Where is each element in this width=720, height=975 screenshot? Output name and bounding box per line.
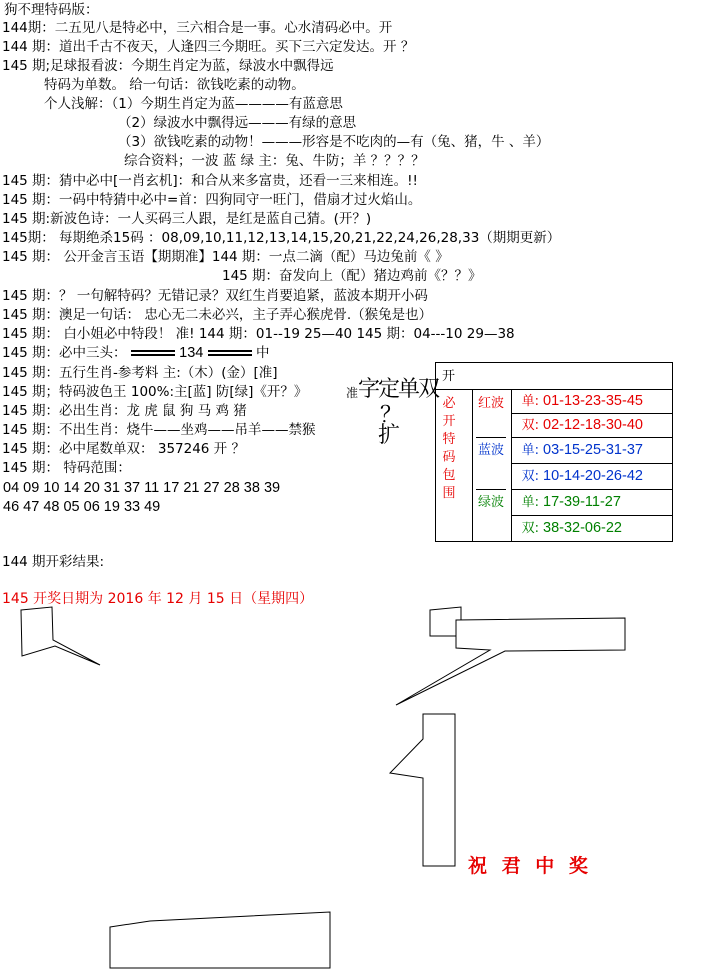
row-numbers: 03-15-25-31-37 bbox=[543, 442, 643, 458]
text-line: 145 期;足球报看波：今期生肖定为蓝，绿波水中飘得远 bbox=[2, 58, 334, 74]
kill-numbers-line: 145期： 每期绝杀15码 ：08,09,10,11,12,13,14,15,20,21,22,24,26,28,33（期期更新） bbox=[2, 230, 561, 246]
text-line: 145 期：一码中特猜中必中=首：四狗同守一旺门，借扇才过火焰山。 bbox=[2, 192, 422, 208]
row-label: 单: bbox=[521, 443, 539, 458]
group-red-name: 红波 bbox=[477, 396, 504, 411]
text-line: 144期：二五见八是特必中，三六相合是一事。心水清码必中。开 bbox=[2, 20, 393, 36]
handwritten-note: 字定单双 bbox=[358, 377, 439, 402]
text-line: 145 期：？ 一句解特码？无错记录？双红生肖要追紧，蓝波本期开小码 bbox=[2, 288, 428, 304]
row-numbers: 10-14-20-26-42 bbox=[543, 468, 643, 484]
handwritten-note-question: ？ bbox=[380, 403, 403, 428]
row-numbers: 17-39-11-27 bbox=[543, 494, 621, 510]
row-label: 双: bbox=[521, 521, 539, 536]
row-label: 单: bbox=[521, 394, 539, 409]
page-header: 狗不理特码版： bbox=[4, 2, 99, 18]
text-line: 145 期：猜中必中[一肖玄机]：和合从来多富贵，还看一三来相连。!! bbox=[2, 173, 418, 189]
text-line: 145 期：必中尾数单双： 357246 开 ？ bbox=[2, 441, 245, 457]
draw-date: 145 开奖日期为 2016 年 12 月 15 日（星期四） bbox=[2, 591, 314, 607]
side-label: 必开特码包围 bbox=[442, 396, 456, 501]
text-line: 145 期：奋发向上（配）猪边鸡前《？？》 bbox=[222, 268, 482, 284]
group-green-name: 绿波 bbox=[476, 489, 506, 541]
row-numbers: 38-32-06-22 bbox=[543, 520, 622, 536]
callout-shape bbox=[110, 912, 330, 968]
handwritten-mark: 准 bbox=[346, 386, 359, 400]
result-label: 144 期开彩结果: bbox=[2, 554, 105, 570]
row-numbers: 01-13-23-35-45 bbox=[543, 393, 643, 409]
row-label: 双: bbox=[521, 469, 539, 484]
three-heads-label: 145 期：必中三头： bbox=[2, 345, 127, 361]
handwritten-note-2: 扩 bbox=[378, 423, 401, 448]
text-line: 145 期:新波色诗：一人买码三人跟，是红是蓝自己猜。(开？) bbox=[2, 211, 372, 227]
text-line: 145 期： 特码范围： bbox=[2, 460, 131, 476]
text-line: 145 期；特码波色王 100%:主[蓝] 防[绿]《开？》 bbox=[2, 384, 308, 400]
text-line: 145 期：澳足一句话： 忠心无二未必兴，主子弄心猴虎骨.（猴兔是也） bbox=[2, 307, 433, 323]
three-heads-value: 134 bbox=[179, 345, 204, 361]
text-line: （3）欲钱吃素的动物！———形容是不吃肉的—有（兔、猪，牛 、羊） bbox=[118, 134, 550, 150]
text-line: 144 期：道出千古不夜天，人逢四三今期旺。买下三六定发达。开 ？ bbox=[2, 39, 415, 55]
text-line: （2）绿波水中飘得远———有绿的意思 bbox=[118, 115, 357, 131]
callout-shape bbox=[390, 714, 455, 866]
text-line: 145 期：不出生肖：烧牛——坐鸡——吊羊——禁猴 bbox=[2, 422, 316, 438]
text-line: 综合资料；一波 蓝 绿 主：兔、牛防；羊 ？？？？ bbox=[124, 153, 425, 169]
congrats-text: 祝 君 中 奖 bbox=[468, 855, 592, 877]
text-line: 145 期：必出生肖：龙 虎 鼠 狗 马 鸡 猪 bbox=[2, 403, 247, 419]
row-numbers: 02-12-18-30-40 bbox=[543, 417, 643, 433]
text-line: 特码为单数。 给一句话：欲钱吃素的动物。 bbox=[44, 77, 305, 93]
callout-shape bbox=[21, 607, 100, 665]
range-row-1: 04 09 10 14 20 31 37 11 17 21 27 28 38 39 bbox=[3, 480, 281, 496]
range-row-2: 46 47 48 05 06 19 33 49 bbox=[3, 499, 161, 515]
group-blue-name: 蓝波 bbox=[476, 437, 506, 489]
row-label: 双: bbox=[521, 418, 539, 433]
text-line: 个人浅解：（1）今期生肖定为蓝————有蓝意思 bbox=[44, 96, 343, 112]
text-line: 145 期：五行生肖-参考料 主:（木）(金）[准] bbox=[2, 365, 278, 381]
row-label: 单: bbox=[521, 495, 539, 510]
text-line: 145 期： 白小姐必中特段！ 准! 144 期：01--19 25—40 145 期：04---10 29—38 bbox=[2, 326, 515, 342]
table-title: 开 bbox=[442, 369, 456, 384]
text-line: 145 期： 公开金言玉语【期期准】144 期：一点二滴（配）马边兔前《 》 bbox=[2, 249, 449, 265]
three-heads-suffix: 中 bbox=[255, 345, 270, 361]
